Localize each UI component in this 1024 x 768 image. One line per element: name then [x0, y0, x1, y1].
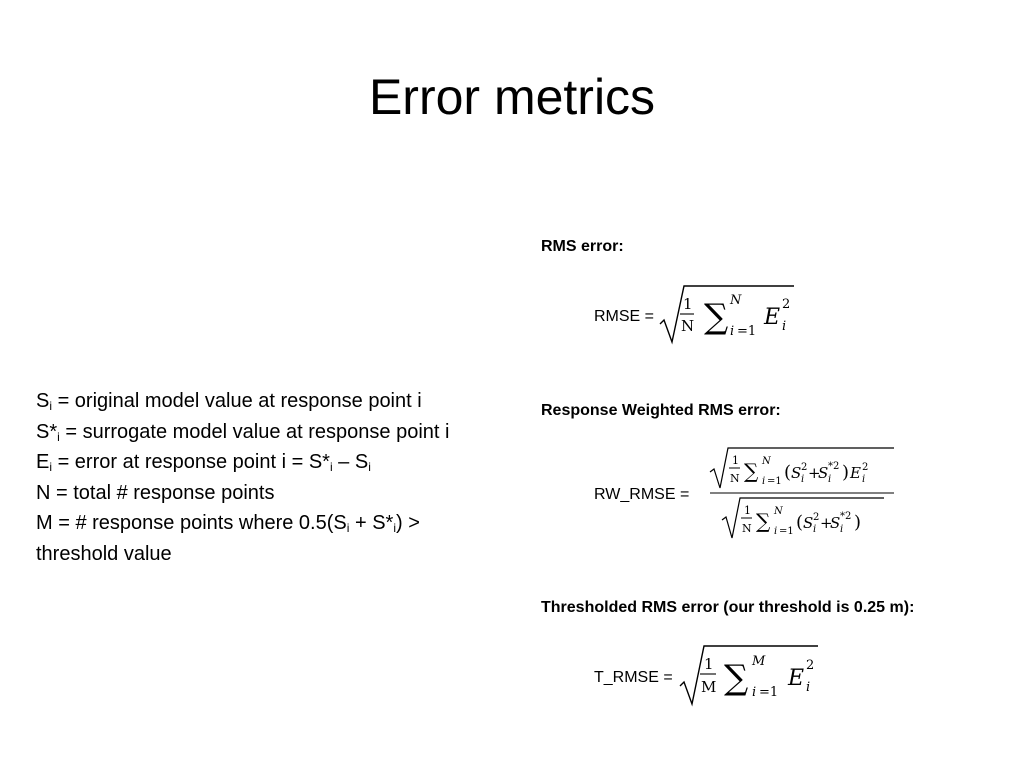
- svg-text:i: i: [828, 474, 832, 485]
- svg-text:N: N: [681, 317, 695, 335]
- svg-text:E: E: [788, 666, 805, 691]
- rms-error-heading: RMS error:: [541, 238, 624, 255]
- svg-text:i: i: [806, 680, 811, 695]
- rw-rmse-formula: [706, 442, 898, 544]
- svg-text:): ): [854, 512, 862, 533]
- svg-text:N: N: [730, 472, 740, 485]
- svg-text:=1: =1: [779, 526, 794, 537]
- svg-text:N: N: [762, 456, 771, 467]
- definitions-text: [36, 386, 506, 569]
- svg-text:i: i: [774, 526, 778, 537]
- svg-text:+: +: [820, 514, 833, 532]
- definition-s-star-i: $S*_i$ = surrogate model value at response point i: [36, 420, 450, 444]
- svg-text:i: i: [782, 319, 787, 334]
- svg-text:i: i: [752, 685, 757, 700]
- svg-text:i: i: [862, 474, 866, 485]
- svg-text:∑: ∑: [744, 459, 759, 483]
- rw-rms-error-heading: Response Weighted RMS error:: [541, 402, 781, 419]
- svg-text:M: M: [701, 678, 717, 696]
- svg-text:i: i: [762, 476, 766, 487]
- definition-m: M = # response points where $0.5(S_i + S*_i)$ > threshold value: [36, 512, 420, 565]
- svg-text:2: 2: [862, 462, 869, 473]
- svg-text:=1: =1: [737, 324, 757, 339]
- svg-text:i: i: [730, 324, 735, 339]
- svg-text:S: S: [830, 514, 841, 532]
- svg-text:N: N: [774, 506, 783, 517]
- svg-text:*2: *2: [828, 461, 840, 472]
- svg-text:1: 1: [704, 655, 714, 673]
- svg-text:N: N: [730, 293, 742, 308]
- svg-text:2: 2: [782, 297, 791, 312]
- rw-rmse-label: RW_RMSE =: [594, 486, 690, 503]
- svg-text:∑: ∑: [756, 509, 771, 533]
- svg-text:N: N: [742, 522, 752, 535]
- svg-text:i: i: [801, 474, 805, 485]
- svg-text:+: +: [808, 464, 821, 482]
- slide-title: Error metrics: [368, 69, 656, 125]
- svg-text:S: S: [791, 464, 802, 482]
- svg-text:E: E: [850, 464, 861, 482]
- t-rmse-formula: [678, 640, 824, 708]
- t-rmse-label: T_RMSE =: [594, 669, 673, 686]
- svg-text:∑: ∑: [704, 297, 729, 337]
- svg-text:2: 2: [801, 462, 808, 473]
- definition-si: $S_i$ = original model value at response point i: [36, 390, 422, 413]
- svg-text:): ): [842, 462, 850, 483]
- rmse-label: RMSE =: [594, 308, 655, 325]
- svg-text:(: (: [784, 462, 792, 483]
- thresholded-rms-error-heading: Thresholded RMS error (our threshold is 0.25 m):: [541, 599, 915, 616]
- svg-text:=1: =1: [759, 685, 779, 700]
- svg-text:i: i: [840, 524, 844, 535]
- definition-ei: $E_i$ = error at response point $i = S*_i - S_i$: [36, 451, 371, 474]
- svg-text:E: E: [764, 305, 781, 330]
- svg-text:1: 1: [744, 504, 751, 517]
- svg-text:2: 2: [806, 658, 815, 673]
- svg-text:*2: *2: [840, 511, 852, 522]
- svg-text:i: i: [813, 524, 817, 535]
- svg-text:2: 2: [813, 512, 820, 523]
- svg-text:=1: =1: [767, 476, 782, 487]
- svg-text:1: 1: [732, 454, 739, 467]
- definition-n: N = total # response points: [36, 481, 275, 504]
- rmse-formula: [658, 280, 798, 346]
- svg-text:(: (: [796, 512, 804, 533]
- svg-text:S: S: [818, 464, 829, 482]
- svg-text:∑: ∑: [724, 658, 749, 698]
- svg-text:1: 1: [683, 295, 693, 313]
- svg-text:M: M: [752, 654, 766, 669]
- svg-text:S: S: [803, 514, 814, 532]
